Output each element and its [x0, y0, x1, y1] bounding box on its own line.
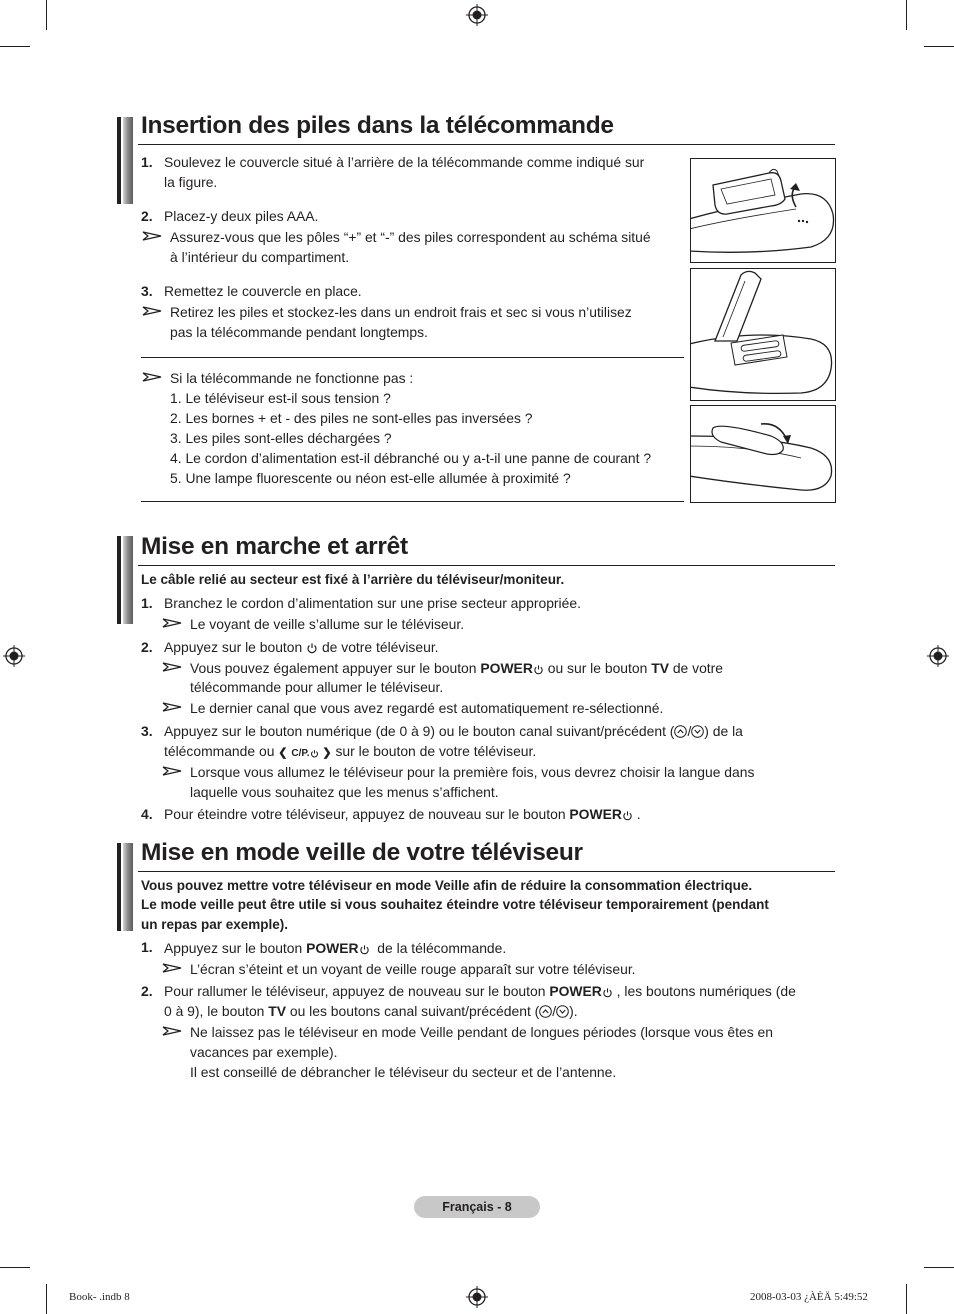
tv-label: TV: [651, 660, 669, 676]
power-label: POWER: [306, 940, 359, 956]
step-number: 1.: [141, 939, 153, 955]
note-text: laquelle vous souhaitez que les menus s’affichent.: [190, 784, 499, 800]
section-lead: Le câble relié au secteur est fixé à l’arrière du téléviseur/moniteur.: [141, 572, 565, 587]
section-title: Mise en marche et arrêt: [141, 533, 408, 560]
note-text: Ne laissez pas le téléviseur en mode Veille pendant de longues périodes (lorsque vous êtes en: [190, 1024, 773, 1040]
registration-mark-icon: [3, 645, 25, 667]
step-text: Placez-y deux piles AAA.: [164, 208, 319, 224]
note-text: vacances par exemple).: [190, 1044, 338, 1060]
step-text-part: .: [636, 806, 641, 822]
step-text: la figure.: [164, 174, 218, 190]
note-text: Le voyant de veille s’allume sur le téléviseur.: [190, 616, 465, 632]
step-text: [164, 741, 536, 764]
step-text: 0 à 9), le bouton TV ou les boutons canal suivant/précédent ( / ).: [164, 1003, 578, 1019]
section-bar: [117, 843, 121, 931]
power-label: POWER: [569, 806, 622, 822]
note-text: pas la télécommande pendant longtemps.: [170, 324, 428, 340]
step-text-part: Pour éteindre votre téléviseur, appuyez de nouveau sur le bouton: [164, 806, 566, 822]
file-info-left: Book- .indb 8: [69, 1291, 130, 1303]
power-label: POWER: [549, 983, 602, 999]
step-number: 3.: [141, 283, 153, 299]
section-bar: [123, 536, 133, 624]
section-bar: [123, 117, 133, 204]
title-rule: [138, 871, 835, 872]
step-text-part: sur le bouton de votre téléviseur.: [335, 743, 537, 759]
chevron-left-icon: ❮: [278, 747, 288, 759]
crop-mark: [906, 0, 907, 30]
note-arrow-icon: [162, 766, 182, 776]
step-text-part: ) de la: [704, 723, 743, 739]
power-icon: [359, 944, 370, 955]
step-text: Branchez le cordon d’alimentation sur une prise secteur appropriée.: [164, 595, 581, 611]
troubleshoot-item: 5. Une lampe fluorescente ou néon est-elle allumée à proximité ?: [170, 470, 571, 486]
note-text-part: Vous pouvez également appuyer sur le bouton: [190, 660, 477, 676]
remote-illustration-close-cover: [690, 405, 836, 503]
remote-illustration-open-cover: [690, 158, 836, 263]
note-arrow-icon: [162, 1026, 182, 1036]
title-rule: [138, 565, 835, 566]
power-icon: [602, 987, 613, 998]
crop-mark: [46, 1284, 47, 1314]
step-text-part: Appuyez sur le bouton: [164, 940, 303, 956]
step-text-part: ou les boutons canal suivant/précédent (: [289, 1003, 540, 1019]
step-text: [164, 637, 439, 657]
title-rule: [138, 144, 835, 145]
note-text: Il est conseillé de débrancher le téléviseur du secteur et de l’antenne.: [190, 1064, 617, 1080]
step-text-part: , les boutons numériques (de: [616, 983, 796, 999]
note-arrow-icon: [142, 231, 162, 241]
section-lead: Le mode veille peut être utile si vous souhaitez éteindre votre téléviseur temporairement (pendant: [141, 897, 769, 912]
note-text: Retirez les piles et stockez-les dans un endroit frais et sec si vous n’utilisez: [170, 304, 632, 320]
note-text: [190, 658, 723, 678]
troubleshoot-item: 2. Les bornes + et - des piles ne sont-elles pas inversées ?: [170, 410, 533, 426]
note-text: L’écran s’éteint et un voyant de veille rouge apparaît sur votre téléviseur.: [190, 961, 636, 977]
step-text: [164, 804, 641, 824]
crop-mark: [46, 0, 47, 30]
power-label: POWER: [480, 660, 533, 676]
power-icon: [306, 642, 318, 654]
note-arrow-icon: [162, 702, 182, 712]
channel-down-icon: [556, 1005, 569, 1018]
crop-mark: [0, 46, 30, 47]
step-number: 3.: [141, 723, 153, 739]
power-icon: [310, 749, 319, 758]
note-arrow-icon: [142, 372, 162, 382]
section-bar: [123, 843, 133, 931]
note-arrow-icon: [142, 306, 162, 316]
note-arrow-icon: [162, 662, 182, 672]
section-title: Mise en mode veille de votre téléviseur: [141, 839, 583, 866]
step-text: [164, 981, 796, 1001]
note-text: Lorsque vous allumez le téléviseur pour la première fois, vous devrez choisir la langue dans: [190, 764, 755, 780]
crop-mark: [924, 46, 954, 47]
channel-up-icon: [674, 725, 687, 738]
power-icon: [622, 810, 633, 821]
step-text: [164, 938, 506, 958]
channel-up-icon: [539, 1005, 552, 1018]
file-info-right: 2008-03-03 ¿ÀÈÄ 5:49:52: [750, 1291, 868, 1303]
step-text: Remettez le couvercle en place.: [164, 283, 362, 299]
step-number: 2.: [141, 983, 153, 999]
registration-mark-icon: [927, 645, 949, 667]
registration-mark-icon: [466, 4, 488, 26]
troubleshoot-item: 3. Les piles sont-elles déchargées ?: [170, 430, 392, 446]
step-number: 1.: [141, 154, 153, 170]
section-title: Insertion des piles dans la télécommande: [141, 112, 614, 139]
note-text: Assurez-vous que les pôles “+” et “-” des piles correspondent au schéma situé: [170, 229, 651, 245]
cp-label: C/P.: [291, 748, 310, 759]
troubleshoot-item: 1. Le téléviseur est-il sous tension ?: [170, 390, 391, 406]
note-arrow-icon: [162, 618, 182, 628]
divider: [141, 501, 684, 502]
note-text: télécommande pour allumer le téléviseur.: [190, 679, 444, 695]
step-text-part: de votre téléviseur.: [321, 639, 439, 655]
step-text-part: Pour rallumer le téléviseur, appuyez de nouveau sur le bouton: [164, 983, 546, 999]
step-text: Appuyez sur le bouton numérique (de 0 à 9) ou le bouton canal suivant/précédent ( / ) de la: [164, 723, 743, 739]
note-text: à l’intérieur du compartiment.: [170, 249, 350, 265]
section-lead: Vous pouvez mettre votre téléviseur en mode Veille afin de réduire la consommation électrique.: [141, 878, 753, 893]
channel-down-icon: [691, 725, 704, 738]
step-number: 2.: [141, 639, 153, 655]
troubleshoot-intro: Si la télécommande ne fonctionne pas :: [170, 370, 414, 386]
note-text-part: de votre: [672, 660, 724, 676]
step-text-part: télécommande ou: [164, 743, 275, 759]
step-text-part: 0 à 9), le bouton: [164, 1003, 265, 1019]
note-text-part: ou sur le bouton: [547, 660, 648, 676]
crop-mark: [906, 1284, 907, 1314]
crop-mark: [924, 1267, 954, 1268]
note-arrow-icon: [162, 963, 182, 973]
step-number: 2.: [141, 208, 153, 224]
page-number-badge: Français - 8: [414, 1196, 540, 1218]
section-bar: [117, 117, 121, 204]
note-text: Le dernier canal que vous avez regardé est automatiquement re-sélectionné.: [190, 700, 664, 716]
step-text-part: Appuyez sur le bouton numérique (de 0 à 9) ou le bouton canal suivant/précédent (: [164, 723, 675, 739]
troubleshoot-item: 4. Le cordon d’alimentation est-il débranché ou y a-t-il une panne de courant ?: [170, 450, 652, 466]
chevron-right-icon: ❯: [322, 747, 332, 759]
step-number: 4.: [141, 806, 153, 822]
step-number: 1.: [141, 595, 153, 611]
power-icon: [533, 664, 544, 675]
remote-illustration-batteries: [690, 268, 836, 401]
step-text-part: ).: [569, 1003, 578, 1019]
step-text-part: Appuyez sur le bouton: [164, 639, 303, 655]
step-text-part: de la télécommande.: [377, 940, 507, 956]
step-text: Soulevez le couvercle situé à l’arrière de la télécommande comme indiqué sur: [164, 154, 645, 170]
tv-label: TV: [268, 1003, 287, 1019]
registration-mark-icon: [466, 1286, 488, 1308]
section-lead: un repas par exemple).: [141, 917, 289, 932]
divider: [141, 357, 684, 358]
crop-mark: [0, 1267, 30, 1268]
section-bar: [117, 536, 121, 624]
